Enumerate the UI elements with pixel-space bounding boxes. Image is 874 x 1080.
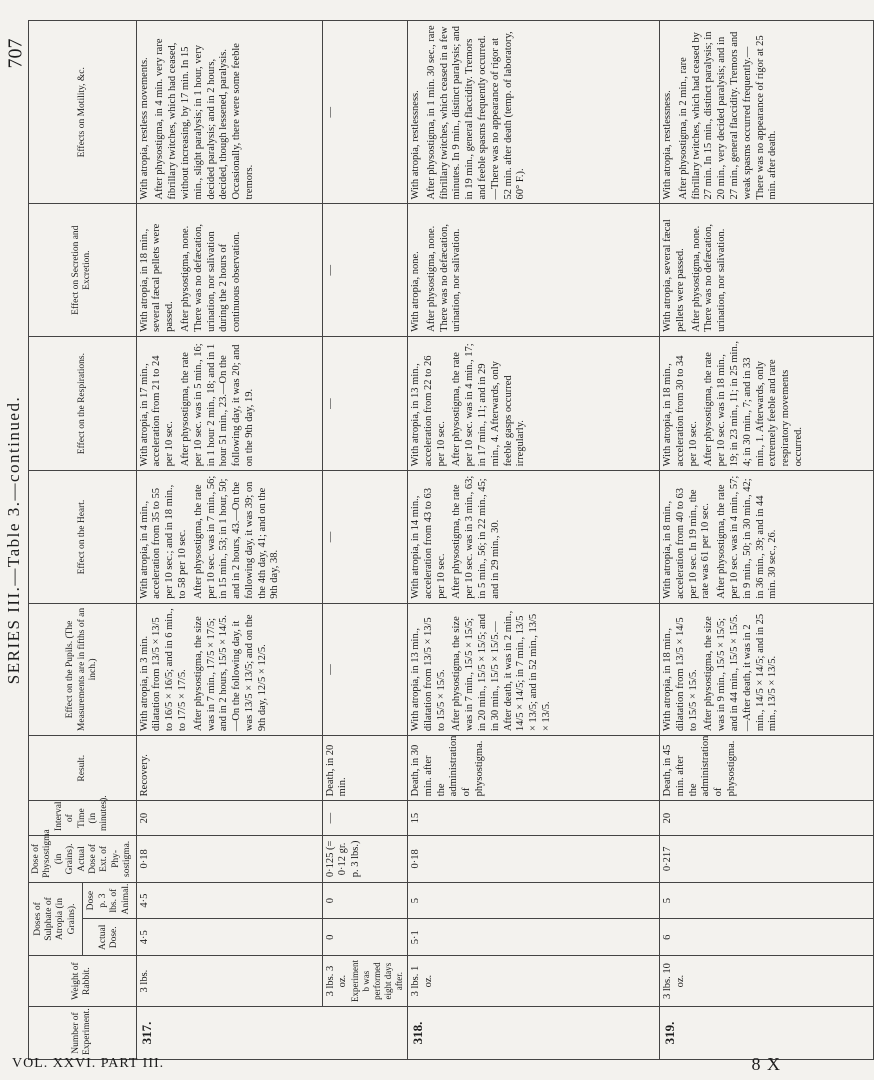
experiment-number: 317. [136, 1007, 407, 1060]
physostigma-value: 0·18 [409, 849, 421, 869]
pupils-text: With atropia, in 18 min., dilatation from 13/5 × 14/5 to 15/5 × 15/5. [661, 617, 699, 732]
experiment-table-wrap [28, 20, 804, 1060]
interval-cell [407, 801, 659, 836]
motility-text: After physostigma, in 1 min. 30 sec., rare fibrillary twitches, which ceased in a few minutes. In 9 min., distinct paralysis; and in 19 min., general flaccidity. Tremors and feeble spasms frequently occurred.—There was no appearance of rigor at 52 min. after death (temp. of laboratory, 60° F.). [425, 25, 527, 200]
physostigma-cell [136, 835, 322, 882]
motility-text: — [324, 107, 336, 118]
header-physostigma-dose: Dose of Physostigma (in Grains). Actual Dose of Ext. of Phy-sostigma. [29, 835, 137, 882]
respirations-cell [322, 336, 407, 470]
heart-cell [322, 471, 407, 603]
motility-cell [136, 21, 322, 204]
interval-value: 15 [409, 812, 421, 824]
physostigma-cell [659, 835, 873, 882]
heart-cell [659, 471, 873, 603]
secretion-text: After physostigma, none. There was no defæcation, urination, nor salivation. [425, 224, 463, 332]
secretion-text: With atropia, none. [409, 251, 421, 332]
motility-text: With atropia, restlessness. [661, 90, 673, 200]
heart-text: With atropia, in 4 min., acceleration from 35 to 55 per 10 sec.; and in 18 min., to 58 per 10 sec. [138, 484, 188, 599]
dose-per-3lbs-cell [659, 882, 873, 919]
motility-text: After physostigma, in 4 min. very rare fibrillary twitches, which had ceased, without increasing, by 17 min. In 15 min., slight paralysis; in 1 hour, very decided paralysis; and in 2 hours, decided, though lessened, paralysis. Occasionally, there were some feeble tremors. [154, 38, 255, 200]
heart-cell [407, 471, 659, 603]
physostigma-cell [407, 835, 659, 882]
result-cell [136, 736, 322, 801]
secretion-cell [136, 204, 322, 336]
result-cell [659, 736, 873, 801]
dose-per-3lbs-cell [407, 882, 659, 919]
pupils-text: With atropia, in 13 min., dilatation from 13/5 × 13/5 to 15/5 × 15/5. [409, 617, 447, 732]
secretion-text: After physostigma, none. There was no defæcation, urination, nor salivation. [690, 224, 728, 332]
physostigma-value: 0·217 [661, 846, 673, 872]
respirations-text: After physostigma, the rate per 10 sec. was in 18 min., 19; in 23 min., 11; in 25 min., 4; in 30 min., 7; and in 33 min., 1. Afterwards, only extremely feeble and rare respiratory movements occurred. [703, 341, 804, 467]
secretion-text: With atropia, several fæcal pellets were passed. [661, 219, 686, 332]
physostigma-cell [322, 835, 407, 882]
actual-dose-value: 4·5 [138, 930, 150, 945]
actual-dose-cell [322, 919, 407, 956]
heart-text: With atropia, in 8 min., acceleration from 40 to 63 per 10 sec. In 19 min., the rate was 61 per 10 sec. [661, 487, 712, 599]
header-respirations: Effect on the Respirations. [29, 336, 137, 470]
table-row [407, 21, 659, 1060]
header-weight: Weight of Rabbit. [29, 956, 137, 1007]
secretion-cell [407, 204, 659, 336]
dose-per-3lbs-cell [322, 882, 407, 919]
table-row [136, 21, 322, 1060]
header-experiment: Number of Experiment. [29, 1007, 137, 1060]
secretion-text: After physostigma, none. There was no defæcation, urination, nor salivation during the 2 hours of continuous observation. [179, 224, 243, 332]
result-value: Death, in 20 min. [324, 744, 349, 797]
physostigma-value: 0·125 (= 0·12 gr. p. 3 lbs.) [324, 840, 362, 878]
header-actual-dose: Actual Dose. [82, 919, 136, 956]
weight-cell [407, 956, 659, 1007]
pupils-text: — [324, 664, 336, 675]
result-value: Recovery. [138, 754, 150, 797]
pupils-cell [659, 603, 873, 735]
heart-text: After physostigma, the rate per 10 sec. was in 4 min., 57; in 9 min., 50; in 30 min., 42; in 36 min., 39; and in 44 min. 30 sec., 26. [716, 475, 779, 599]
header-pupils: Effect on the Pupils. (The Measurements are in fifths of an inch.) [29, 603, 137, 735]
interval-value: 20 [138, 812, 150, 824]
motility-cell [407, 21, 659, 204]
motility-cell [659, 21, 873, 204]
motility-text: After physostigma, in 2 min., rare fibrillary twitches, which had ceased by 27 min. In 15 min., distinct paralysis; in 20 min., very decided paralysis; and in 27 min., general flaccidity. Tremors and weak spasms occurred frequently.—There was no appearance of rigor at 25 min. after death. [677, 31, 779, 200]
actual-dose-value: 0 [324, 934, 336, 940]
respirations-text: After physostigma, the rate per 10 sec. was in 4 min., 17; in 17 min., 11; and in 29 min., 4. Afterwards, only feeble gasps occurred irregularly. [451, 343, 527, 467]
actual-dose-cell [136, 919, 322, 956]
secretion-cell [659, 204, 873, 336]
result-value: Death, in 45 min. after the administration of physostigma. [661, 735, 737, 797]
interval-cell [136, 801, 322, 836]
heart-text: After physostigma, the rate per 10 sec. was in 3 min., 63; in 5 min., 56; in 22 min., 45; and in 29 min., 30. [451, 475, 501, 599]
dose-per-3lbs-value: 0 [324, 898, 336, 904]
secretion-cell [322, 204, 407, 336]
actual-dose-cell [659, 919, 873, 956]
respirations-cell [659, 336, 873, 470]
dose-per-3lbs-value: 5 [661, 898, 673, 904]
interval-value: — [324, 812, 336, 824]
heart-cell [136, 471, 322, 603]
interval-value: 20 [661, 812, 673, 824]
pupils-cell [407, 603, 659, 735]
experiment-number: 319. [659, 1007, 873, 1060]
motility-cell [322, 21, 407, 204]
dose-per-3lbs-value: 5 [409, 898, 421, 904]
header-interval: Interval of Time (in minutes). [29, 801, 137, 836]
experiment-table [28, 20, 874, 1060]
motility-text: With atropia, restless movements. [138, 57, 150, 200]
interval-cell [322, 801, 407, 836]
dose-per-3lbs-value: 4·5 [138, 893, 150, 908]
table-row [322, 21, 407, 1060]
weight-value: 3 lbs. 3 oz. [324, 965, 349, 997]
respirations-text: With atropia, in 17 min., acceleration from 21 to 24 per 10 sec. [138, 355, 176, 467]
pupils-text: After physostigma, the size was in 7 min., 17/5 × 17/5; and in 2 hours, 15/5 × 14/5.—On the following day, it was 13/5 × 13/5; and on the 9th day, 12/5 × 12/5. [192, 614, 268, 732]
weight-cell [136, 956, 322, 1007]
respirations-cell [407, 336, 659, 470]
weight-note: Experiment b was performed eight days after. [350, 960, 404, 1003]
respirations-text: After physostigma, the rate per 10 sec. was in 5 min., 16; in 1 hour 2 min., 18; and in 1 hour 51 min., 23.—On the following day, it was 20; and on the 9th day, 19. [179, 343, 255, 467]
heart-text: After physostigma, the rate per 10 sec. was in 7 min., 56; in 15 min., 53; in 1 hour, 50; and in 2 hours, 43.—On the following day, it was 39; on the 4th day, 41; and on the 9th day, 38. [192, 475, 281, 599]
pupils-text: With atropia, in 3 min. dilatation from 13/5 × 13/5 to 16/5 × 16/5; and in 6 min., to 17/5 × 17/5. [138, 608, 188, 732]
header-dose-per-3lbs: Dose p. 3 lbs. of Animal. [82, 882, 136, 919]
motility-text: With atropia, restlessness. [409, 90, 421, 200]
respirations-cell [136, 336, 322, 470]
respirations-text: With atropia, in 18 min., acceleration from 30 to 34 per 10 sec. [661, 355, 699, 467]
weight-value: 3 lbs. 10 oz. [661, 963, 686, 1000]
actual-dose-value: 5·1 [409, 930, 421, 945]
table-row [659, 21, 873, 1060]
weight-cell [659, 956, 873, 1007]
heart-text: With atropia, in 14 min., acceleration from 43 to 63 per 10 sec. [409, 487, 447, 599]
heart-text: — [324, 531, 336, 543]
respirations-text: — [324, 398, 336, 409]
table-body [136, 21, 873, 1060]
result-value: Death, in 30 min. after the administration of physostigma. [409, 735, 485, 797]
actual-dose-value: 6 [661, 934, 673, 940]
secretion-text: — [324, 264, 336, 276]
dose-per-3lbs-cell [136, 882, 322, 919]
page-number: 707 [4, 38, 27, 68]
header-result: Result. [29, 736, 137, 801]
physostigma-value: 0·18 [138, 849, 150, 869]
weight-value: 3 lbs. 1 oz. [409, 965, 434, 997]
respirations-text: With atropia, in 13 min., acceleration from 22 to 26 per 10 sec. [409, 355, 447, 467]
header-heart: Effect on the Heart. [29, 471, 137, 603]
footer-volume: VOL. XXVI. PART III. [12, 1056, 165, 1071]
actual-dose-cell [407, 919, 659, 956]
result-cell [407, 736, 659, 801]
running-title: SERIES III.—Table 3.—continued. [4, 395, 23, 685]
experiment-number: 318. [407, 1007, 659, 1060]
result-cell [322, 736, 407, 801]
pupils-text: After physostigma, the size was in 9 min., 15/5 × 15/5; and in 44 min., 15/5 × 15/5.—After death, it was in 2 min., 14/5 × 14/5; and in 25 min., 13/5 × 13/5. [703, 613, 779, 732]
header-secretion: Effect on Secretion and Excretion. [29, 204, 137, 336]
secretion-text: With atropia, in 18 min., several fæcal pellets were passed. [138, 223, 176, 332]
pupils-cell [322, 603, 407, 735]
interval-cell [659, 801, 873, 836]
pupils-cell [136, 603, 322, 735]
page-footer [12, 1052, 781, 1076]
weight-value: 3 lbs. [138, 969, 150, 993]
header-motility: Effects on Motility, &c. [29, 21, 137, 204]
header-doses-group: Doses of Sulphate of Atropia (in Grains). [29, 882, 83, 955]
weight-cell [322, 956, 407, 1007]
pupils-text: After physostigma, the size was in 7 min., 15/5 × 15/5; in 20 min., 15/5 × 15/5; and in 30 min., 15/5 × 15/5.—After death, it was in 2 min., 14/5 × 14/5; in 7 min., 13/5 × 13/5; and in 52 min., 13/5 × 13/5. [451, 610, 552, 732]
footer-signature: 8 X [751, 1053, 781, 1074]
